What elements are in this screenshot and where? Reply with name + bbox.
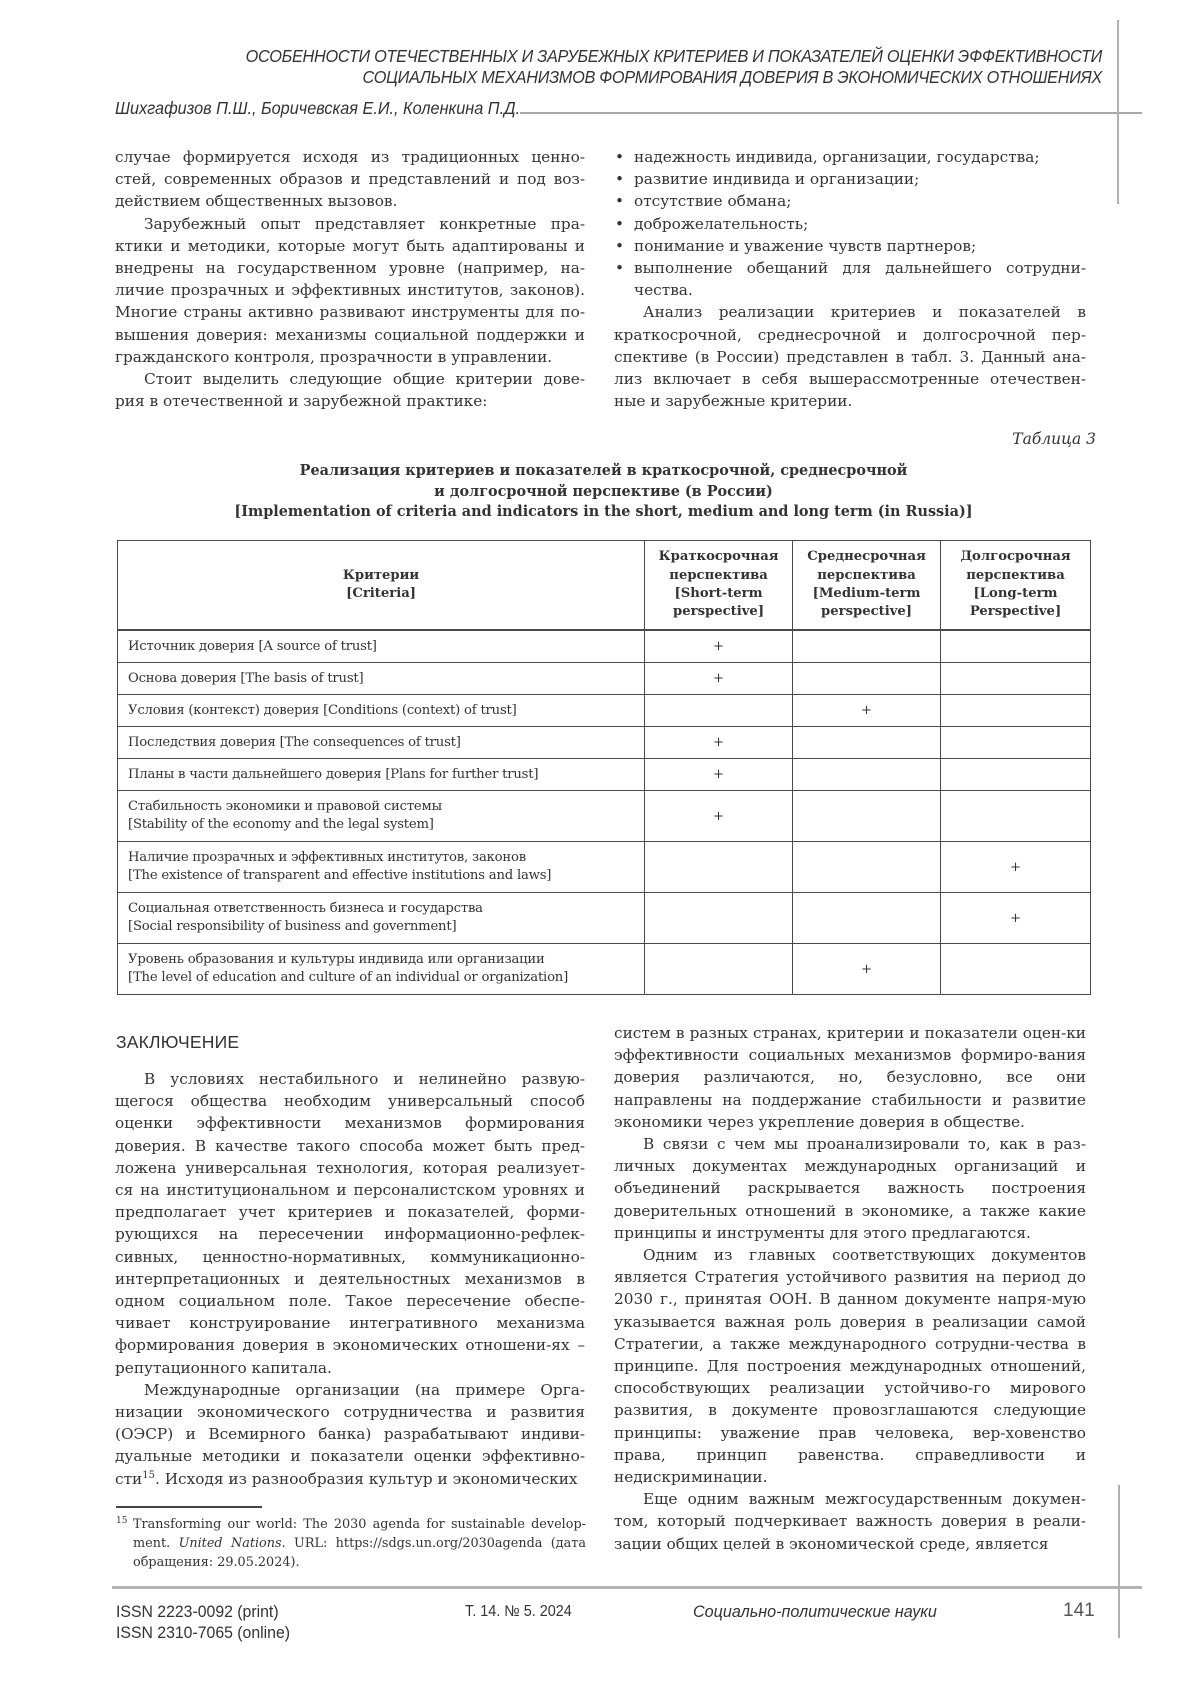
long-term-cell: [941, 727, 1091, 759]
short-term-cell: +: [645, 791, 793, 842]
table-row: [118, 727, 1091, 759]
footnote-number: 15: [116, 1516, 128, 1526]
medium-term-cell: [793, 893, 941, 944]
medium-term-cell: [793, 759, 941, 791]
header-rule: [520, 112, 1142, 114]
short-term-cell: [645, 893, 793, 944]
long-term-cell: +: [941, 842, 1091, 893]
table-row: [118, 759, 1091, 791]
header-short-term: Краткосрочная перспектива [Short-term perspective]: [645, 541, 793, 631]
footnote-rule: [116, 1506, 262, 1508]
paragraph: В условиях нестабильного и нелинейно развую-щегося общества необходим универсальный способ оценки эффективности механизмов формирования доверия. В качестве такого способа может быть пред-ложена универсальная технология, которая реализует-ся на институциональном и персоналистском уровнях и предполагает учет критериев и показателей, форми-рующихся на пересечении информационно-рефлек-сивных, ценностно-нормативных, коммуникационно-интерпретационных и деятельностных механизмов в одном социальном поле. Такое пересечение обеспе-чивает конструирование интегративного механизма формирования доверия в экономических отношени-ях – репутационного капитала.: [115, 1070, 585, 1377]
medium-term-cell: [793, 842, 941, 893]
section-heading: ЗАКЛЮЧЕНИЕ: [116, 1032, 240, 1052]
criterion-cell: Стабильность экономики и правовой системы [Stability of the economy and the legal system]: [118, 791, 645, 842]
criteria-list: [614, 146, 1086, 301]
running-title-line1: ОСОБЕННОСТИ ОТЕЧЕСТВЕННЫХ И ЗАРУБЕЖНЫХ КРИТЕРИЕВ И ПОКАЗАТЕЛЕЙ ОЦЕНКИ ЭФФЕКТИВНОСТИ: [245, 46, 1102, 66]
short-term-cell: +: [645, 727, 793, 759]
bottom-right-column: [614, 1022, 1086, 1555]
criterion-cell: Уровень образования и культуры индивида или организации [The level of education and culture of an individual or organization]: [118, 944, 645, 995]
top-right-column: [614, 146, 1086, 412]
header-medium-term: Среднесрочная перспектива [Medium-term perspective]: [793, 541, 941, 631]
footer-issn: [116, 1601, 290, 1643]
criterion-cell: Наличие прозрачных и эффективных институтов, законов [The existence of transparent and effective institutions and laws]: [118, 842, 645, 893]
footer-volume: Т. 14. № 5. 2024: [465, 1603, 572, 1620]
criteria-table: [117, 540, 1091, 995]
short-term-cell: [645, 695, 793, 727]
issn-online: ISSN 2310-7065 (online): [116, 1623, 291, 1642]
table-row: [118, 893, 1091, 944]
criterion-cell: Основа доверия [The basis of trust]: [118, 663, 645, 695]
paragraph: случае формируется исходя из традиционных ценно-стей, современных образов и представлений и под воз-действием общественных вызовов.: [115, 148, 585, 211]
footnote: [116, 1515, 586, 1572]
medium-term-cell: [793, 791, 941, 842]
paragraph: Зарубежный опыт представляет конкретные пра-ктики и методики, которые могут быть адаптированы и внедрены на государственном уровне (например, на-личие прозрачных и эффективных институтов, законов). Многие страны активно развивают инструменты для по-вышения доверия: механизмы социальной поддержки и гражданского контроля, прозрачности в управлении.: [115, 214, 585, 366]
table-row: [118, 944, 1091, 995]
authors: Шихгафизов П.Ш., Боричевская Е.И., Коленкина П.Д.: [115, 98, 521, 118]
header-crop-mark: [1117, 20, 1119, 204]
list-item: • развитие индивида и организации;: [614, 168, 1086, 190]
criterion-cell: Последствия доверия [The consequences of trust]: [118, 727, 645, 759]
medium-term-cell: [793, 663, 941, 695]
short-term-cell: +: [645, 630, 793, 663]
short-term-cell: +: [645, 663, 793, 695]
running-title-line2: СОЦИАЛЬНЫХ МЕХАНИЗМОВ ФОРМИРОВАНИЯ ДОВЕРИЯ В ЭКОНОМИЧЕСКИХ ОТНОШЕНИЯХ: [362, 67, 1102, 87]
list-item: • понимание и уважение чувств партнеров;: [614, 235, 1086, 257]
table-caption: [136, 460, 1070, 522]
criterion-cell: Социальная ответственность бизнеса и государства [Social responsibility of business and government]: [118, 893, 645, 944]
short-term-cell: [645, 944, 793, 995]
footer-crop-mark: [1118, 1485, 1120, 1638]
caption-line: [Implementation of criteria and indicators in the short, medium and long term (in Russia)]: [234, 502, 973, 520]
long-term-cell: [941, 791, 1091, 842]
header-criteria: Критерии [Criteria]: [118, 541, 645, 631]
list-item: • выполнение обещаний для дальнейшего сотрудни-чества.: [614, 257, 1086, 301]
page-number: 141: [1063, 1600, 1095, 1621]
caption-line: и долгосрочной перспективе (в России): [434, 481, 773, 500]
long-term-cell: [941, 695, 1091, 727]
issn-print: ISSN 2223-0092 (print): [116, 1602, 279, 1621]
long-term-cell: [941, 944, 1091, 995]
long-term-cell: [941, 759, 1091, 791]
criterion-cell: Планы в части дальнейшего доверия [Plans for further trust]: [118, 759, 645, 791]
footer-journal-name: Социально-политические науки: [693, 1602, 937, 1621]
table-header-row: [118, 541, 1091, 631]
header-long-term: Долгосрочная перспектива [Long-term Perspective]: [941, 541, 1091, 631]
table-row: [118, 842, 1091, 893]
paragraph: систем в разных странах, критерии и показатели оцен-ки эффективности социальных механизмов формиро-вания доверия различаются, но, безусловно, все они направлены на поддержание стабильности и развитие экономики через укрепление доверия в обществе.: [614, 1024, 1086, 1131]
footnote-text: Transforming our world: The 2030 agenda for sustainable develop-ment. United Nations. URL: https://sdgs.un.org/2030agenda (дата обращения: 29.05.2024).: [133, 1517, 586, 1570]
table-row: [118, 630, 1091, 663]
medium-term-cell: [793, 727, 941, 759]
footnote-ref[interactable]: 15: [142, 1469, 155, 1481]
long-term-cell: +: [941, 893, 1091, 944]
long-term-cell: [941, 663, 1091, 695]
bottom-left-column: [115, 1068, 585, 1490]
medium-term-cell: [793, 630, 941, 663]
medium-term-cell: +: [793, 944, 941, 995]
paragraph: В связи с чем мы проанализировали то, как в раз-личных документах международных организаций и объединений раскрывается важность построения доверительных отношений в экономике, а также какие принципы и инструменты для этого предлагаются.: [614, 1135, 1086, 1242]
criterion-cell: Условия (контекст) доверия [Conditions (context) of trust]: [118, 695, 645, 727]
footer-rule: [112, 1586, 1142, 1589]
short-term-cell: +: [645, 759, 793, 791]
table-row: [118, 663, 1091, 695]
table-label: Таблица 3: [1012, 430, 1096, 448]
paragraph: Еще одним важным межгосударственным докумен-том, который подчеркивает важность доверия в реали-зации общих целей в экономической среде, является: [614, 1490, 1086, 1553]
medium-term-cell: +: [793, 695, 941, 727]
list-item: • доброжелательность;: [614, 213, 1086, 235]
short-term-cell: [645, 842, 793, 893]
paragraph: Международные организации (на примере Орга-низации экономического сотрудничества и развития (ОЭСР) и Всемирного банка) разрабатывают индиви-дуальные методики и показатели оценки эффективно-сти$^{15}$. Исходя из разнообразия культур и экономических: [115, 1380, 585, 1488]
running-title: [170, 46, 1102, 88]
criterion-cell: Источник доверия [A source of trust]: [118, 630, 645, 663]
paragraph: Стоит выделить следующие общие критерии дове-рия в отечественной и зарубежной практике:: [115, 370, 585, 411]
table-row: [118, 791, 1091, 842]
caption-line: Реализация критериев и показателей в краткосрочной, среднесрочной: [299, 461, 908, 479]
long-term-cell: [941, 630, 1091, 663]
top-left-column: [115, 146, 585, 412]
table-row: [118, 695, 1091, 727]
list-item: • надежность индивида, организации, государства;: [614, 146, 1086, 168]
paragraph: Анализ реализации критериев и показателей в краткосрочной, среднесрочной и долгосрочной пер-спективе (в России) представлен в табл. 3. Данный ана-лиз включает в себя вышерассмотренные отечествен-ные и зарубежные критерии.: [614, 303, 1086, 411]
list-item: • отсутствие обмана;: [614, 190, 1086, 212]
paragraph: Одним из главных соответствующих документов является Стратегия устойчивого развития на период до 2030 г., принятая ООН. В данном документе напря-мую указывается важная роль доверия в реализации самой Стратегии, а также международного сотрудни-чества в принципе. Для построения международных отношений, способствующих реализации устойчиво-го мирового развития, в документе провозглашаются следующие принципы: уважение прав человека, вер-ховенство права, принцип равенства. справедливости и недискриминации.: [614, 1246, 1086, 1487]
